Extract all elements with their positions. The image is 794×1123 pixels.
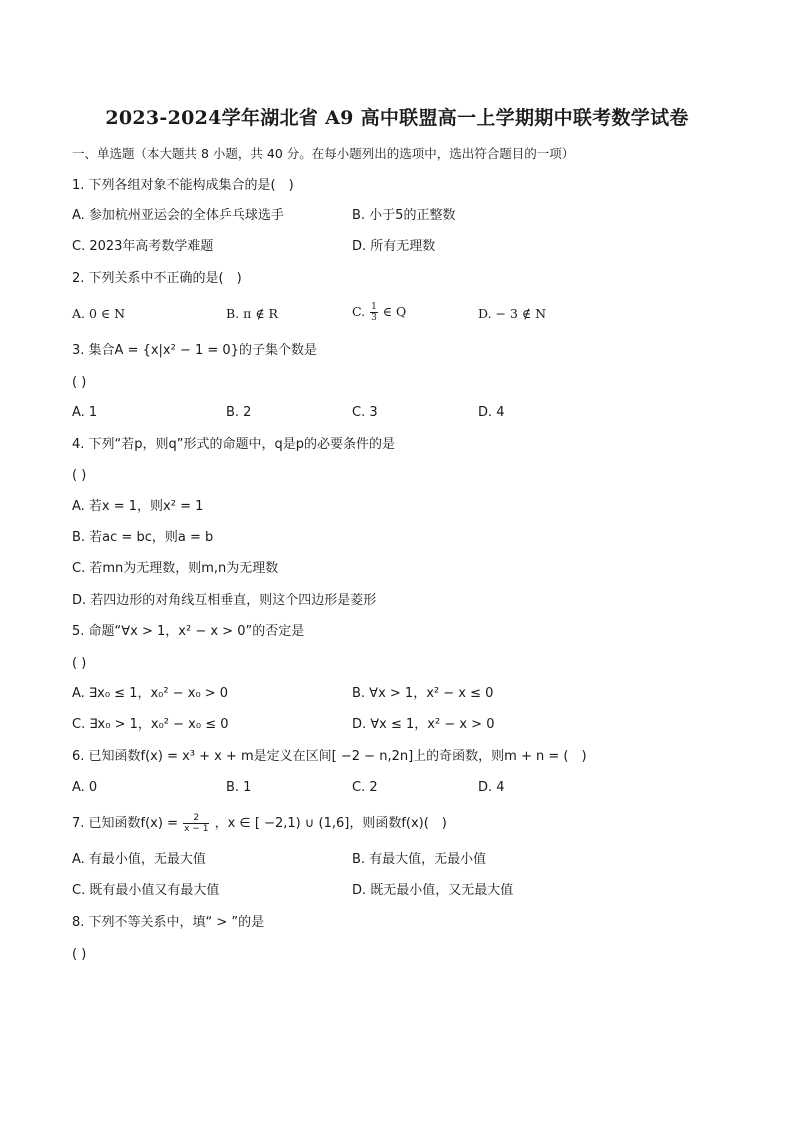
exam-title: 2023-2024学年湖北省 A9 高中联盟高一上学期期中联考数学试卷: [105, 107, 689, 129]
q7-fraction: [183, 813, 209, 834]
q2-option-a: A. 0 ∈ N: [72, 306, 126, 321]
question-6-stem: 6. 已知函数f(x) = x³ + x + m是定义在区间[ −2 − n,2n]上的奇函数，则m + n = ( ): [72, 749, 587, 764]
question-4-stem: 4. 下列“若p，则q”形式的命题中，q是p的必要条件的是: [72, 437, 396, 452]
q7-option-b: B. 有最大值，无最小值: [352, 852, 487, 867]
section-heading: 一、单选题（本大题共 8 小题，共 40 分。在每小题列出的选项中，选出符合题目的一项）: [72, 146, 575, 161]
q4-option-a: A. 若x = 1，则x² = 1: [72, 499, 204, 514]
q5-option-a: A. ∃x₀ ≤ 1，x₀² − x₀ > 0: [72, 686, 229, 701]
q5-option-b: B. ∀x > 1，x² − x ≤ 0: [352, 686, 494, 701]
q4-option-c: C. 若mn为无理数，则m,n为无理数: [72, 561, 279, 576]
q5-option-d: D. ∀x ≤ 1，x² − x > 0: [352, 717, 495, 732]
fraction-denominator: x − 1: [184, 824, 209, 834]
q3-answer-paren: ( ): [72, 375, 87, 390]
q6-option-d: D. 4: [478, 780, 505, 795]
q7-stem-suffix: ，x ∈ [ −2,1) ∪ (1,6]，则函数f(x)( ): [214, 816, 447, 831]
q5-option-c: C. ∃x₀ > 1，x₀² − x₀ ≤ 0: [72, 717, 229, 732]
q3-option-a: A. 1: [72, 405, 98, 420]
question-8-stem: 8. 下列不等关系中，填“ > ”的是: [72, 915, 265, 930]
q2-option-c: [352, 302, 406, 323]
q3-option-c: C. 3: [352, 405, 378, 420]
fraction-numerator: 1: [371, 302, 377, 312]
q1-option-b: B. 小于5的正整数: [352, 208, 456, 223]
question-5-stem: 5. 命题“∀x > 1，x² − x > 0”的否定是: [72, 624, 305, 639]
q2-option-c-label: C.: [352, 304, 366, 319]
question-7-stem: [72, 813, 447, 834]
question-3-stem: 3. 集合A = {x|x² − 1 = 0}的子集个数是: [72, 343, 317, 358]
q7-stem-prefix: 7. 已知函数f(x) =: [72, 816, 178, 831]
q2-option-c-tail: ∈ Q: [382, 304, 407, 319]
q4-option-b: B. 若ac = bc，则a = b: [72, 530, 214, 545]
q2-option-d: D. − 3 ∉ N: [478, 306, 547, 321]
question-1-stem: 1. 下列各组对象不能构成集合的是( ): [72, 178, 294, 193]
q4-answer-paren: ( ): [72, 468, 87, 483]
q6-option-b: B. 1: [226, 780, 252, 795]
fraction-numerator: 2: [183, 813, 209, 824]
q5-answer-paren: ( ): [72, 656, 87, 671]
q2-option-b: B. π ∉ R: [226, 306, 278, 321]
q7-option-c: C. 既有最小值又有最大值: [72, 883, 220, 898]
q7-option-a: A. 有最小值，无最大值: [72, 852, 206, 867]
q1-option-c: C. 2023年高考数学难题: [72, 239, 214, 254]
q4-option-d: D. 若四边形的对角线互相垂直，则这个四边形是菱形: [72, 593, 377, 608]
q3-option-b: B. 2: [226, 405, 252, 420]
fraction-denominator: 3: [371, 313, 377, 323]
q1-option-a: A. 参加杭州亚运会的全体乒乓球选手: [72, 208, 284, 223]
q3-option-d: D. 4: [478, 405, 505, 420]
q7-option-d: D. 既无最小值，又无最大值: [352, 883, 514, 898]
q6-option-a: A. 0: [72, 780, 98, 795]
q2-option-c-fraction: [370, 302, 378, 323]
q1-option-d: D. 所有无理数: [352, 239, 436, 254]
q8-answer-paren: ( ): [72, 947, 87, 962]
question-2-stem: 2. 下列关系中不正确的是( ): [72, 271, 242, 286]
q6-option-c: C. 2: [352, 780, 378, 795]
